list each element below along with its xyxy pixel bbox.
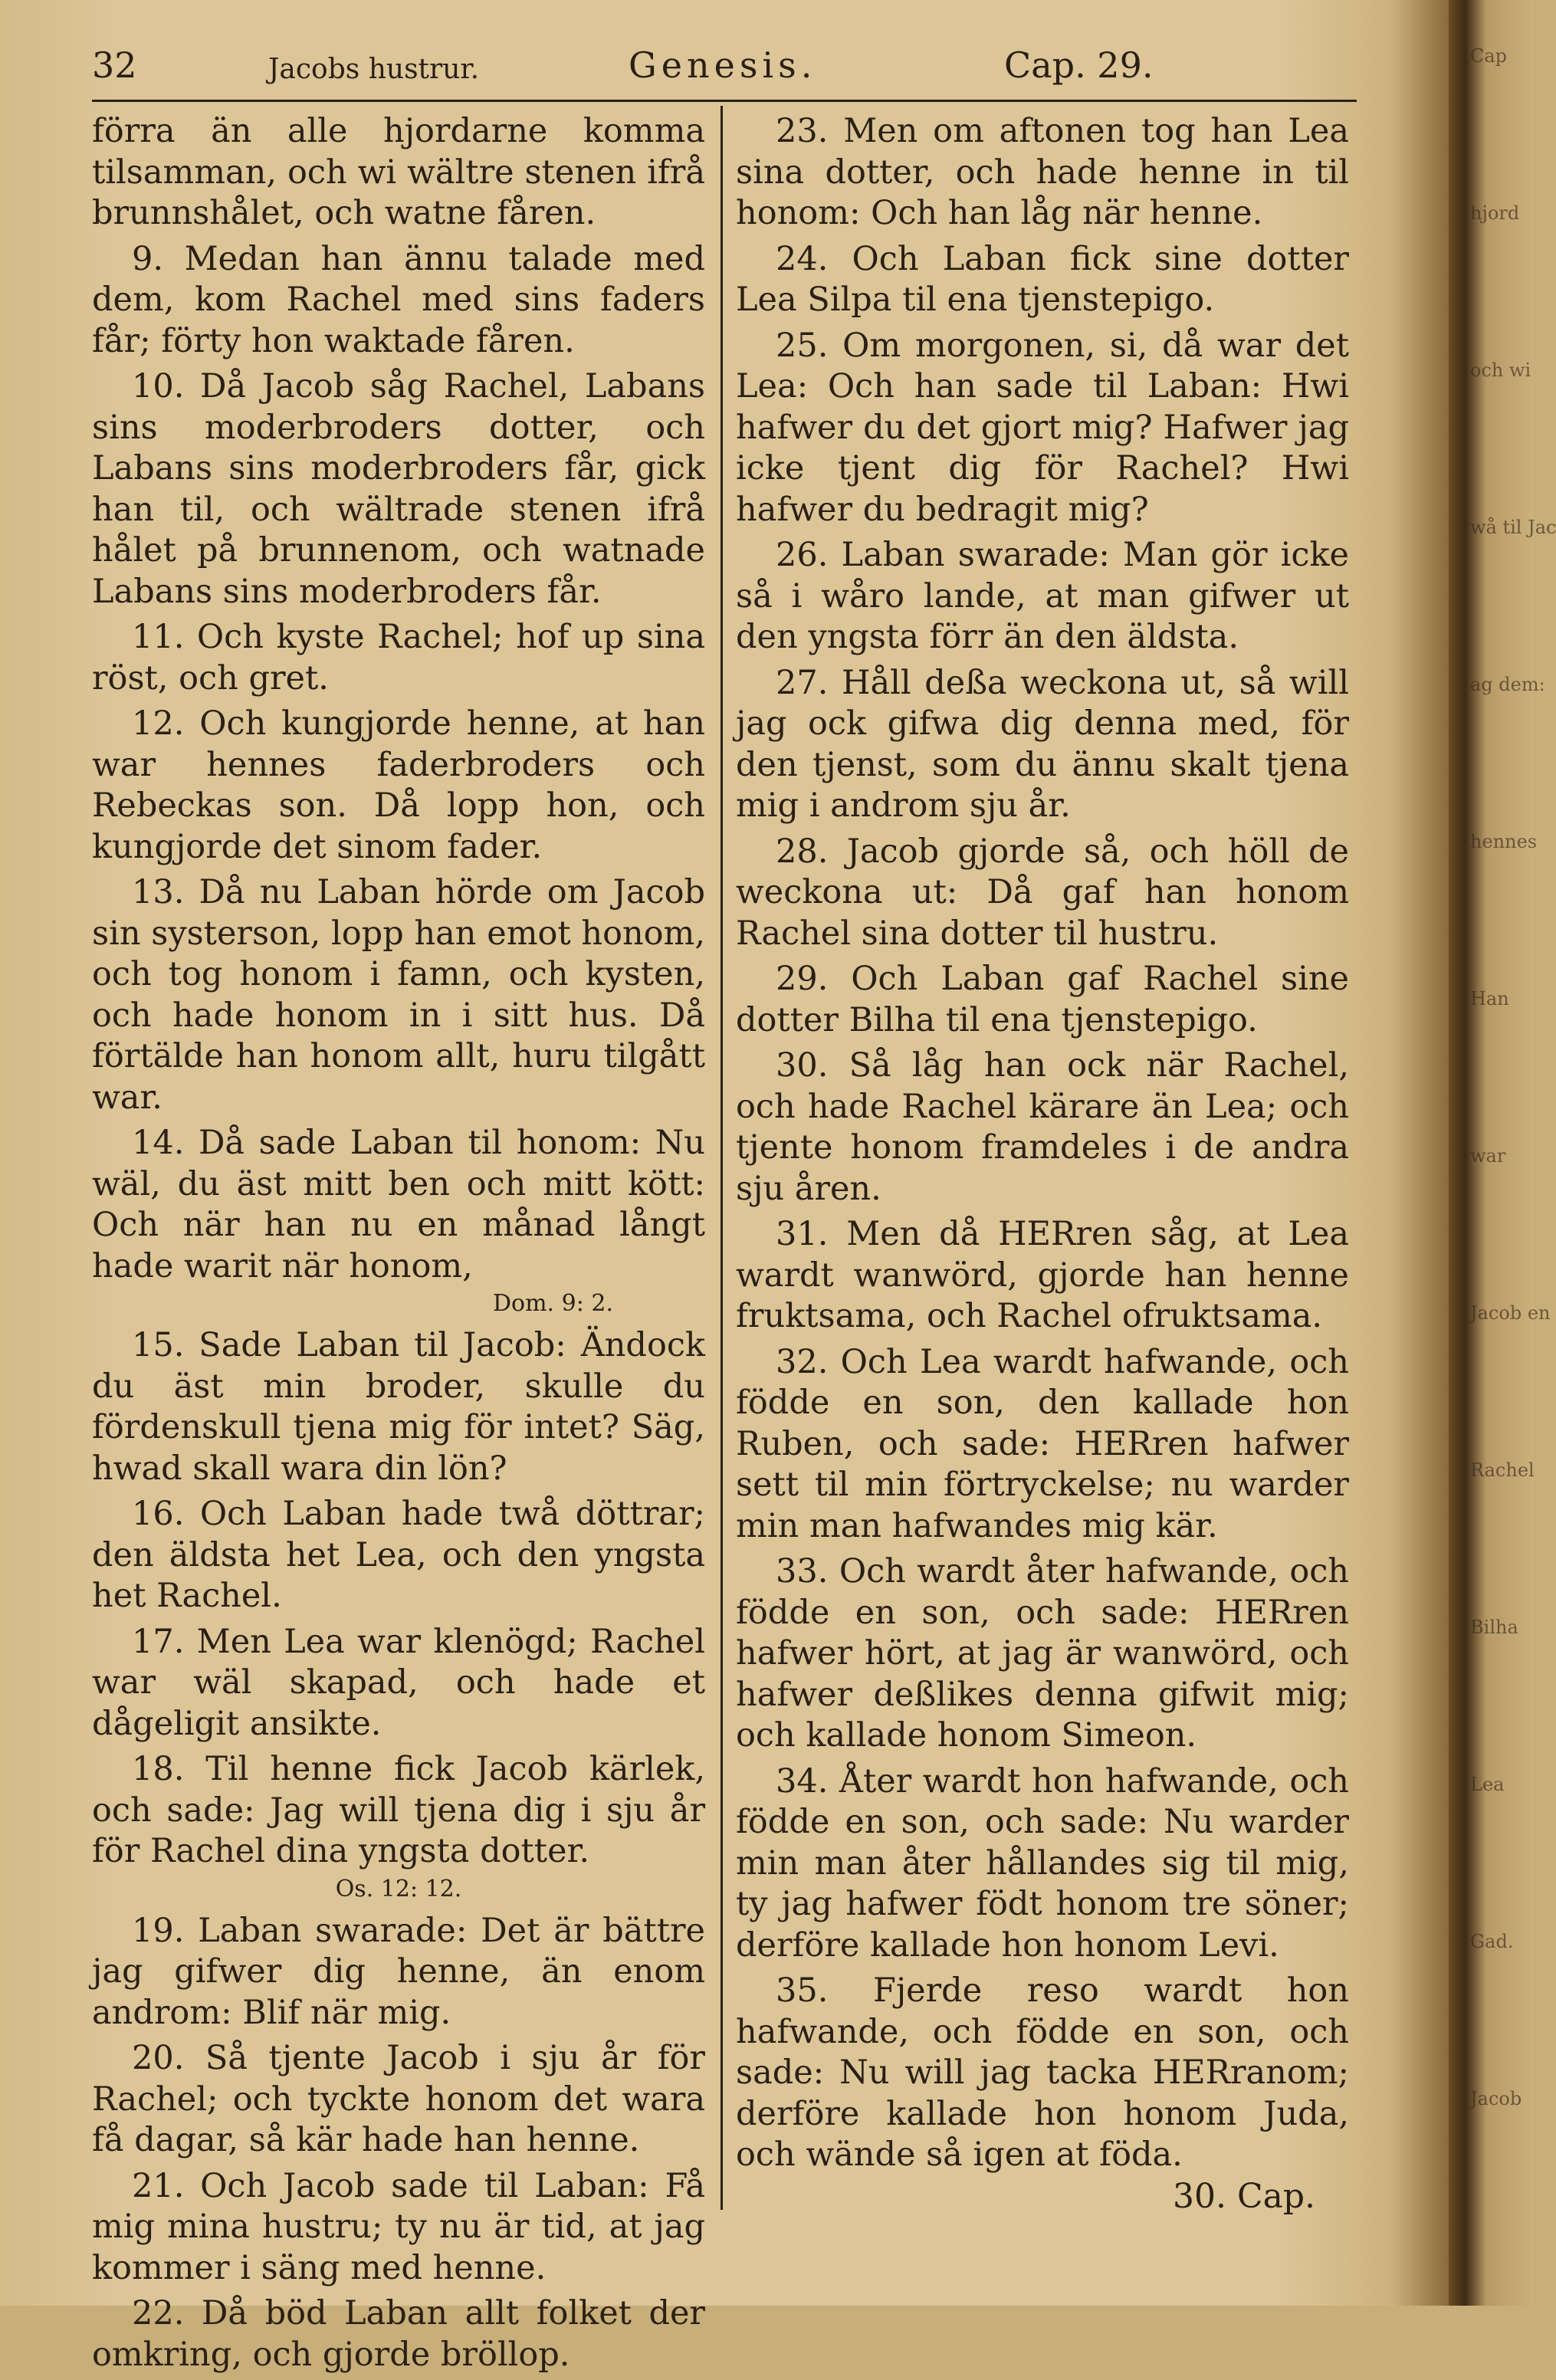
verse-number: 17. [132, 1622, 197, 1661]
page-number: 32 [92, 44, 137, 86]
verse-text: Så låg han ock när Rachel, och hade Rachel kärare än Lea; och tjente honom framdeles i de andra sju åren. [736, 1046, 1349, 1208]
verse [92, 2293, 705, 2375]
facing-page-fragment: och wi [1470, 359, 1531, 381]
verse-text: Och Laban fick sine dotter Lea Silpa til ena tjenstepigo. [736, 239, 1349, 319]
header-rule [92, 100, 1357, 102]
verse [92, 617, 705, 699]
verse-text: Fjerde reso wardt hon hafwande, och födde en son, och sade: Nu will jag tacka HERranom; derföre kallade hon honom Juda, och wände så igen at föda. [736, 1971, 1349, 2174]
verse-number: 25. [776, 326, 843, 365]
verse-text: Och Laban gaf Rachel sine dotter Bilha til ena tjenstepigo. [736, 960, 1349, 1039]
verse-number: 23. [776, 112, 844, 150]
facing-page-fragment: ag dem: [1470, 674, 1545, 695]
page-header [0, 0, 1449, 115]
verse [92, 1494, 705, 1617]
verse-number: 18. [132, 1750, 206, 1788]
verse-text: Och Laban hade twå döttrar; den äldsta het Lea, och den yngsta het Rachel. [92, 1495, 705, 1615]
verse-number: 21. [132, 2166, 201, 2205]
verse-number: 30. [776, 1046, 849, 1085]
verse-text: Jacob gjorde så, och höll de weckona ut: Då gaf han honom Rachel sina dotter til hustru. [736, 832, 1349, 953]
verse-text: Då nu Laban hörde om Jacob sin systerson, lopp han emot honom, och tog honom i famn, och kysten, och hade honom in i sitt hus. Då förtälde han honom allt, huru tilgått war. [92, 873, 705, 1117]
verse-text: Och Jacob sade til Laban: Få mig mina hustru; ty nu är tid, at jag kommer i säng med henne. [92, 2166, 705, 2287]
verse-text: Då sade Laban til honom: Nu wäl, du äst mitt ben och mitt kött: Och när han nu en månad långt hade warit när honom, [92, 1124, 705, 1285]
verse [736, 1551, 1349, 1757]
verse [92, 1325, 705, 1489]
left-column [92, 111, 705, 2380]
verse [736, 1761, 1349, 1967]
verse [736, 326, 1349, 531]
verse-continuation: förra än alle hjordarne komma tilsamman, och wi wältre stenen ifrå brunnshålet, och watne fåren. [92, 112, 705, 232]
verse-number: 22. [132, 2294, 202, 2332]
verse [736, 239, 1349, 321]
verse-number: 16. [132, 1495, 200, 1533]
facing-page-fragment: Gad. [1470, 1931, 1514, 1952]
right-verse-list [736, 111, 1349, 2176]
verse-text: Men Lea war klenögd; Rachel war wäl skapad, och hade et dågeligit ansikte. [92, 1622, 705, 1743]
verse [92, 366, 705, 612]
verse-text: Och kungjorde henne, at han war hennes faderbroders och Rebeckas son. Då lopp hon, och kungjorde det sinom fader. [92, 704, 705, 866]
verse-text: Men om aftonen tog han Lea sina dotter, och hade henne in til honom: Och han låg när henne. [736, 112, 1349, 232]
verse [92, 872, 705, 1118]
verse [736, 663, 1349, 827]
verse-text: Så tjente Jacob i sju år för Rachel; och tyckte honom det wara få dagar, så kär hade han henne. [92, 2039, 705, 2159]
facing-page-fragment: Lea [1470, 1774, 1505, 1795]
verse-number: 32. [776, 1342, 841, 1381]
verse [92, 239, 705, 363]
facing-page-fragment: Rachel [1470, 1459, 1535, 1481]
facing-page-fragment: hennes [1470, 831, 1538, 852]
verse-text: Åter wardt hon hafwande, och födde en son, och sade: Nu warder min man åter hållandes sig til mig, ty jag hafwer födt honom tre söner; derföre kallade hon honom Levi. [736, 1761, 1349, 1965]
verse-number: 34. [776, 1761, 839, 1801]
cross-reference: Os. 12: 12. [335, 1875, 462, 1902]
facing-page-fragment: Cap [1470, 45, 1508, 67]
verse-text: Men då HERren såg, at Lea wardt wanwörd, gjorde han henne fruktsama, och Rachel ofruktsama. [736, 1215, 1349, 1335]
verse-text: Och Lea wardt hafwande, och födde en son, den kallade hon Ruben, och sade: HERren hafwer sett til min förtryckelse; nu warder min man hafwandes mig kär. [736, 1342, 1349, 1545]
verse-number: 27. [776, 663, 842, 702]
verse-number: 19. [132, 1911, 199, 1950]
verse-text: Laban swarade: Man gör icke så i wåro lande, at man gifwer ut den yngsta förr än den äldsta. [736, 536, 1349, 656]
verse-number: 14. [132, 1124, 199, 1162]
verse-number: 15. [132, 1326, 199, 1364]
verse [736, 111, 1349, 235]
verse-number: 31. [776, 1215, 847, 1253]
verse-text: Sade Laban til Jacob: Ändock du äst min broder, skulle du fördenskull tjena mig för intet? Säg, hwad skall wara din lön? [92, 1326, 705, 1488]
verse-text: Håll deßa weckona ut, så will jag ock gifwa dig denna med, för den tjenst, som du ännu skalt tjena mig i androm sju år. [736, 663, 1349, 825]
verse [736, 1342, 1349, 1548]
left-verse-list [92, 239, 705, 2376]
verse-number: 10. [132, 367, 201, 405]
facing-page-fragment: wå til Jac [1470, 517, 1556, 538]
verse [736, 1971, 1349, 2176]
verse-number: 11. [132, 618, 197, 656]
facing-page-fragment: Jacob [1470, 2088, 1522, 2109]
facing-page-fragment: hjord [1470, 202, 1520, 224]
verse-number: 13. [132, 873, 199, 911]
verse-text: Om morgonen, si, då war det Lea: Och han sade til Laban: Hwi hafwer du det gjort mig? Hafwer jag icke tjent dig för Rachel? Hwi hafwer du bedragit mig? [736, 326, 1350, 529]
verse-text: Och wardt åter hafwande, och födde en son, och sade: HERren hafwer hört, at jag är wanwörd, och hafwer deßlikes denna gifwit mig; och kallade honom Simeon. [736, 1552, 1349, 1755]
facing-page-fragment: Jacob en [1470, 1302, 1551, 1324]
chapter-heading: Cap. 29. [1004, 44, 1154, 86]
verse-text: Til henne fick Jacob kärlek, och sade: Jag will tjena dig i sju år för Rachel dina yngsta dotter. [92, 1750, 705, 1870]
verse-number: 12. [132, 704, 200, 743]
verse [92, 704, 705, 868]
verse-number: 29. [776, 960, 852, 998]
verse [92, 1123, 705, 1287]
verse [92, 1911, 705, 2034]
book-title: Genesis. [629, 44, 817, 86]
verse [92, 1622, 705, 1745]
facing-page-fragment: Han [1470, 988, 1509, 1009]
cross-reference: Dom. 9: 2. [493, 1290, 613, 1317]
verse [736, 832, 1349, 955]
verse-number: 20. [132, 2039, 205, 2077]
catchword: 30. Cap. [1173, 2177, 1316, 2216]
verse-number: 28. [776, 832, 847, 871]
verse [92, 2038, 705, 2162]
verse-number: 9. [132, 239, 185, 278]
right-column [736, 111, 1349, 2181]
facing-page-fragment: war [1470, 1145, 1506, 1167]
verse-number: 35. [776, 1971, 873, 2010]
verse [736, 1046, 1349, 1210]
verse-number: 33. [776, 1552, 839, 1590]
verse-text: Medan han ännu talade med dem, kom Rachel med sins faders får; förty hon waktade fåren. [92, 239, 705, 360]
verse-text: Laban swarade: Det är bättre jag gifwer dig henne, än enom androm: Blif när mig. [92, 1911, 705, 2032]
column-divider [721, 106, 723, 2210]
verse-text: Och kyste Rachel; hof up sina röst, och gret. [92, 618, 705, 698]
running-head: Jacobs hustrur. [268, 54, 480, 85]
verse [736, 959, 1349, 1041]
verse [92, 1749, 705, 1873]
verse [736, 1214, 1349, 1338]
verse-text: Då Jacob såg Rachel, Labans sins moderbroders dotter, och Labans sins moderbroders får, gick han til, och wältrade stenen ifrå hålet på brunnenom, och watnade Labans sins moderbroders får. [92, 367, 705, 611]
verse [736, 535, 1349, 658]
verse-text: Då böd Laban allt folket der omkring, och gjorde bröllop. [92, 2294, 705, 2374]
facing-page-fragment: Bilha [1470, 1617, 1518, 1638]
verse [92, 2166, 705, 2290]
verse-number: 26. [776, 536, 842, 574]
verse-number: 24. [776, 239, 852, 278]
